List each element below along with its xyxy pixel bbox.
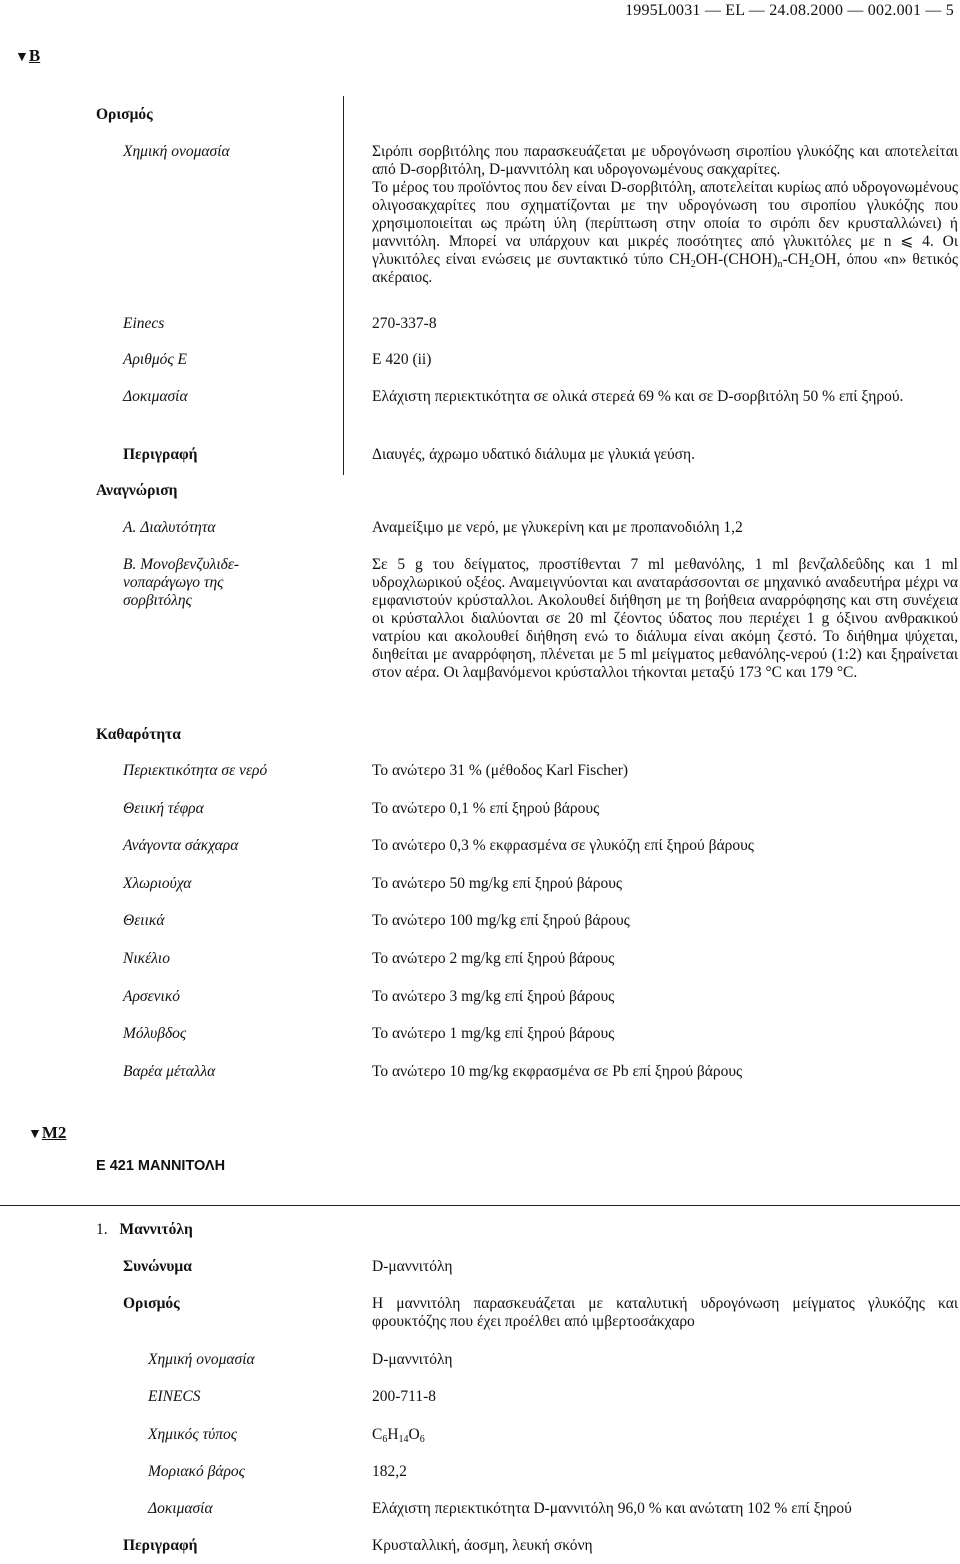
mannitol-chem-name-value: D-μαννιτόλη xyxy=(372,1351,453,1368)
marker-b-label: B xyxy=(28,46,41,65)
description-long-text: Το μέρος του προϊόντος που δεν είναι D-σορβιτόλη, αποτελείται κυρίως από υδρογονωμένους ολιγοσακχαρίτες που σχηματίζονται με την υδρογόνωση του σιροπίου γλυκόζης που χρησιμοποιείται ως πρώτη ύλη (περίπτωση στην οποία το σιρόπι δεν κρυσταλλώνει) ή μαννιτόλη. Μπορεί να υπάρχουν και μικρές ποσότητες από γλυκιτόλες με n ⩽ 4. Οι γλυκιτόλες είναι ενώσεις με συντακτικό xyxy=(372,179,958,268)
amendment-marker-b xyxy=(15,47,40,67)
purity-value: Το ανώτερο 2 mg/kg επί ξηρού βάρους xyxy=(372,949,615,967)
section-divider xyxy=(0,1205,960,1206)
mannitol-assay-label: Δοκιμασία xyxy=(148,1500,213,1517)
mannitol-definition-value: Η μαννιτόλη παρασκευάζεται με καταλυτική υδρογόνωση μείγματος γλυκόζης και φρουκτόζης που έχει προέλθει από ιμβερτοσάκχαρο xyxy=(372,1295,958,1330)
purity-label: Χλωριούχα xyxy=(123,874,192,892)
formula-h-sub: 14 xyxy=(398,1434,409,1445)
formula-c-sub: 6 xyxy=(382,1434,388,1445)
marker-m2-label: M2 xyxy=(41,1123,67,1142)
mannitol-subsection xyxy=(96,1221,193,1239)
e-number-value: Ε 420 (ii) xyxy=(372,351,432,368)
formula-sub-n: n xyxy=(777,259,783,270)
amendment-marker-m2 xyxy=(28,1124,66,1144)
definition-heading: Ορισμός xyxy=(96,106,153,123)
purity-row xyxy=(0,837,960,875)
description-value: Διαυγές, άχρωμο υδατικό διάλυμα με γλυκιά γεύση. xyxy=(372,446,695,463)
mw-value: 182,2 xyxy=(372,1463,407,1480)
identification-heading: Αναγνώριση xyxy=(96,482,178,499)
mannitol-description-label: Περιγραφή xyxy=(123,1537,198,1554)
formula-o: O xyxy=(408,1426,420,1443)
purity-value: Το ανώτερο 1 mg/kg επί ξηρού βάρους xyxy=(372,1025,615,1043)
formula-mid-1: OH-(CHOH) xyxy=(695,251,778,268)
mannitol-einecs-label: EINECS xyxy=(148,1388,201,1405)
purity-row xyxy=(0,950,960,988)
purity-row xyxy=(0,1025,960,1063)
e-number-label: Αριθμός Ε xyxy=(123,351,187,368)
purity-label: Βαρέα μέταλλα xyxy=(123,1062,216,1080)
formula-value xyxy=(372,1426,425,1444)
document-header: 1995L0031 — EL — 24.08.2000 — 002.001 — 5 xyxy=(625,2,954,19)
purity-value: Το ανώτερο 31 % (μέθοδος Karl Fischer) xyxy=(372,762,629,779)
assay-value: Ελάχιστη περιεκτικότητα σε ολικά στερεά 69 % και σε D-σορβιτόλη 50 % επί ξηρού. xyxy=(372,388,904,405)
description-heading: Περιγραφή xyxy=(123,446,198,463)
solubility-label-text: A. Διαλυτότητα xyxy=(123,519,216,536)
einecs-value: 270-337-8 xyxy=(372,315,437,332)
purity-heading: Καθαρότητα xyxy=(96,726,181,743)
mannitol-definition-label: Ορισμός xyxy=(123,1295,180,1312)
solubility-label xyxy=(123,519,216,537)
formula-c: C xyxy=(372,1426,383,1443)
formula-sub-2b: 2 xyxy=(809,259,815,270)
mannitol-title: Ε 421 ΜΑΝΝΙΤΟΛΗ xyxy=(96,1158,226,1174)
purity-label: Θειικά xyxy=(123,912,165,930)
mannitol-assay-value: Ελάχιστη περιεκτικότητα D-μαννιτόλη 96,0 % και ανώτατη 102 % επί ξηρού xyxy=(372,1500,852,1517)
subsection-title: Μαννιτόλη xyxy=(119,1221,193,1238)
mannitol-chem-name-label: Χημική ονομασία xyxy=(148,1351,255,1368)
purity-label: Θειική τέφρα xyxy=(123,799,204,817)
purity-row xyxy=(0,800,960,838)
mono-value: Σε 5 g του δείγματος, προστίθενται 7 ml μεθανόλης, 1 ml βενζαλδεΰδης και 1 ml υδροχλωρικού οξέος. Αναμειγνύονται και αναταράσσονται σε μηχανικό αναδευτήρα μέχρι να εμφανιστούν κρύσταλλοι. Ακολουθεί διήθηση με τη βοήθεια αναρρόφησης και στη συνέχεια οι κρύσταλλοι διαλύονται σε 20 ml ζέοντος ύδατος που περιέχει 1 g όξινου ανθρακικού νατρίου και ακολουθεί διήθηση ενώ το διάλυμα είναι ακόμη ζεστό. Το διήθημα ψύχεται, διηθείται με αναρρόφηση, πλένεται με 5 ml μείγματος μεθανόλης-νερού (1:2) και ξηραίνεται στον αέρα. Οι λαμβανόμενοι κρύσταλλοι τήκονται μεταξύ 173 °C και 179 °C. xyxy=(372,556,958,681)
purity-value: Το ανώτερο 50 mg/kg επί ξηρού βάρους xyxy=(372,874,623,892)
purity-value: Το ανώτερο 0,1 % επί ξηρού βάρους xyxy=(372,799,600,817)
subsection-number: 1. xyxy=(96,1221,108,1238)
sorbitol-description-long xyxy=(372,179,958,287)
triangle-down-icon: ▼ xyxy=(28,1127,42,1142)
solubility-value: Αναμείξιμο με νερό, με γλυκερίνη και με προπανοδιόλη 1,2 xyxy=(372,519,743,536)
formula-sub-2: 2 xyxy=(690,259,696,270)
formula-o-sub: 6 xyxy=(419,1434,425,1445)
synonyms-value: D-μαννιτόλη xyxy=(372,1258,453,1275)
einecs-label: Einecs xyxy=(123,315,165,332)
purity-list xyxy=(0,762,960,1100)
formula-h: H xyxy=(387,1426,399,1443)
purity-label: Περιεκτικότητα σε νερό xyxy=(123,762,268,779)
purity-row xyxy=(0,912,960,950)
purity-value: Το ανώτερο 0,3 % εκφρασμένα σε γλυκόζη επί ξηρού βάρους xyxy=(372,837,754,855)
chem-name-label: Χημική ονομασία xyxy=(123,143,230,160)
purity-row xyxy=(0,1063,960,1101)
mw-label: Μοριακό βάρος xyxy=(148,1463,245,1480)
purity-label: Ανάγοντα σάκχαρα xyxy=(123,837,239,855)
purity-label: Νικέλιο xyxy=(123,949,170,967)
formula-suffix: OH, όπου «n» θετικός ακέραιος. xyxy=(372,251,959,286)
formula-label: Χημικός τύπος xyxy=(148,1426,238,1443)
purity-value: Το ανώτερο 3 mg/kg επί ξηρού βάρους xyxy=(372,987,615,1005)
formula-prefix: τύπο CH xyxy=(633,251,691,268)
purity-value: Το ανώτερο 100 mg/kg επί ξηρού βάρους xyxy=(372,912,630,930)
mannitol-einecs-value: 200-711-8 xyxy=(372,1388,436,1405)
purity-value: Το ανώτερο 10 mg/kg εκφρασμένα σε Pb επί ξηρού βάρους xyxy=(372,1062,743,1080)
mannitol-description-value: Κρυσταλλική, άοσμη, λευκή σκόνη xyxy=(372,1537,593,1554)
purity-label: Μόλυβδος xyxy=(123,1025,187,1043)
synonyms-label: Συνώνυμα xyxy=(123,1258,192,1275)
chem-name-value: Σιρόπι σορβιτόλης που παρασκευάζεται με υδρογόνωση σιροπίου γλυκόζης και αποτελείται από D-σορβιτόλη, D-μαννιτόλη και υδρογονωμένους σακχαρίτες. xyxy=(372,143,958,178)
purity-row xyxy=(0,875,960,913)
mono-label: B. Μονοβενζυλιδε-νοπαράγωγο της σορβιτόλης xyxy=(123,556,240,609)
purity-row xyxy=(0,988,960,1026)
purity-label: Αρσενικό xyxy=(123,987,181,1005)
formula-mid-2: -CH xyxy=(782,251,810,268)
triangle-down-icon: ▼ xyxy=(15,50,29,65)
column-divider xyxy=(343,96,344,475)
assay-label: Δοκιμασία xyxy=(123,388,188,405)
purity-row xyxy=(0,762,960,800)
